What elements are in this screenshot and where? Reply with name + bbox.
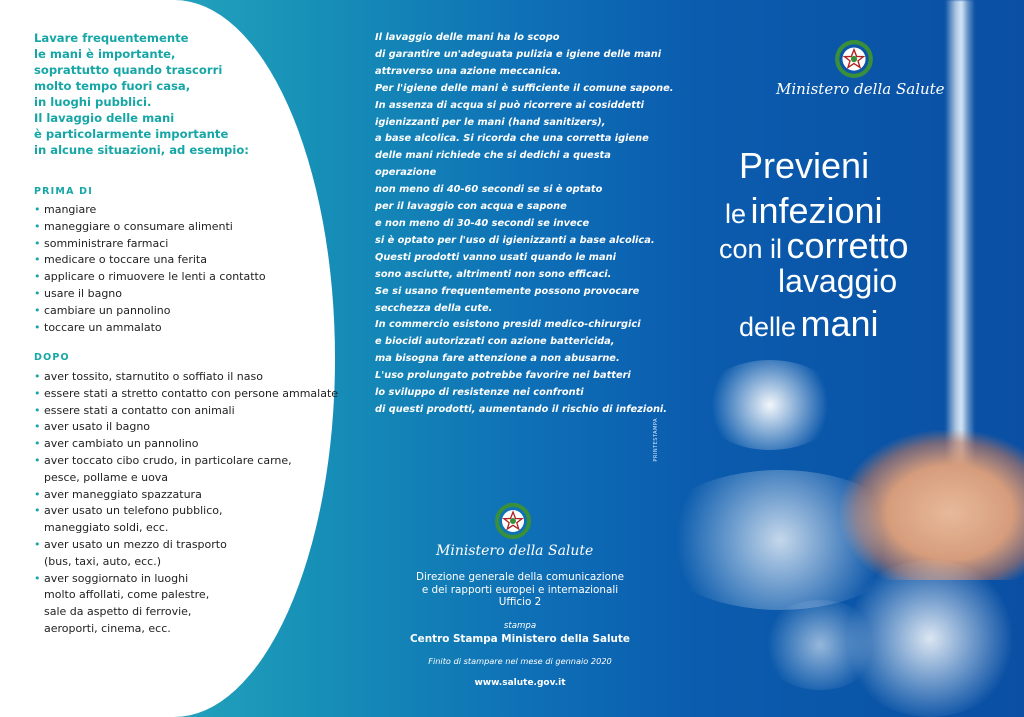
- prima-di-list-item: • toccare un ammalato: [34, 320, 266, 337]
- printer-mark: PRINTESTAMPA: [653, 418, 659, 462]
- prima-di-list-item: • cambiare un pannolino: [34, 303, 266, 320]
- title-line-3: [719, 225, 909, 267]
- dopo-list-item: • aver soggiornato in luoghi molto affollati, come palestre, sale da aspetto di ferrovie, aeroporti, cinema, ecc.: [34, 571, 338, 638]
- website-link[interactable]: www.salute.gov.it: [474, 678, 566, 688]
- dopo-list-item: • aver maneggiato spazzatura: [34, 487, 338, 504]
- title-word-mani: mani: [800, 303, 879, 344]
- dopo-list-item: • aver usato il bagno: [34, 419, 338, 436]
- print-date: Finito di stampare nel mese di gennaio 2020: [428, 656, 612, 666]
- dopo-list-item: • essere stati a contatto con animali: [34, 403, 338, 420]
- prima-di-list-item: • applicare o rimuovere le lenti a contatto: [34, 269, 266, 286]
- dopo-list-item: • aver tossito, starnutito o soffiato il naso: [34, 369, 338, 386]
- dopo-heading: DOPO: [34, 352, 70, 363]
- stampa-label: stampa: [503, 621, 537, 631]
- title-word-corretto: corretto: [786, 225, 909, 266]
- intro-text: Lavare frequentemente le mani è importante, soprattutto quando trascorri molto tempo fuori casa, in luoghi pubblici. Il lavaggio delle mani è particolarmente importante in alcune situazioni, ad esempio:: [34, 31, 249, 157]
- dopo-list-item: • aver usato un mezzo di trasporto (bus, taxi, auto, ecc.): [34, 537, 338, 571]
- italian-emblem-icon: [833, 37, 875, 79]
- water-splash: [700, 360, 840, 450]
- italian-emblem-icon: [493, 500, 533, 540]
- department-line-3: Ufficio 2: [498, 596, 542, 608]
- title-word-con-il: con il: [719, 234, 783, 264]
- prima-di-list-item: • medicare o toccare una ferita: [34, 252, 266, 269]
- title-line-4: lavaggio: [778, 263, 898, 299]
- department-line-2: e dei rapporti europei e internazionali: [421, 583, 619, 596]
- prima-di-list: [34, 202, 266, 336]
- prima-di-heading: PRIMA DI: [34, 186, 93, 197]
- ministry-name-cover: Ministero della Salute: [776, 80, 945, 98]
- ministry-name-middle: Ministero della Salute: [436, 543, 594, 559]
- water-splash: [760, 600, 880, 690]
- prima-di-list-item: • somministrare farmaci: [34, 236, 266, 253]
- hand-washing-info-text: Il lavaggio delle mani ha lo scopo di garantire un'adeguata pulizia e igiene delle mani attraverso una azione meccanica. Per l'igiene delle mani è sufficiente il comune sapone. In assenza di acqua si può ricorrere ai cosiddetti igienizzanti per le mani (hand sanitizers), a base alcolica. Si ricorda che una corretta igiene delle mani richiede che si dedichi a questa operazione non meno di 40-60 secondi se si è optato per il lavaggio con acqua e sapone e non meno di 30-40 secondi se invece si è optato per l'uso di igienizzanti a base alcolica. Questi prodotti vanno usati quando le mani sono asciutte, altrimenti non sono efficaci. Se si usano frequentemente possono provocare secchezza della cute. In commercio esistono presidi medico-chirurgici e biocidi autorizzati con azione battericida, ma bisogna fare attenzione a non abusarne. L'uso prolungato potrebbe favorire nei batteri lo sviluppo di resistenze nei confronti di questi prodotti, aumentando il rischio di infezioni.: [375, 32, 674, 415]
- prima-di-list-item: • maneggiare o consumare alimenti: [34, 219, 266, 236]
- title-line-5: [739, 303, 879, 345]
- prima-di-list-item: • usare il bagno: [34, 286, 266, 303]
- department-block: [380, 571, 660, 609]
- dopo-list: [34, 369, 338, 638]
- title-word-delle: delle: [739, 312, 797, 342]
- dopo-list-item: • aver usato un telefono pubblico, maneggiato soldi, ecc.: [34, 503, 338, 537]
- dopo-list-item: • essere stati a stretto contatto con persone ammalate: [34, 386, 338, 403]
- title-word-le: le: [725, 199, 747, 229]
- printer-name: Centro Stampa Ministero della Salute: [410, 633, 630, 645]
- department-line-1: Direzione generale della comunicazione: [416, 571, 624, 583]
- title-word-infezioni: infezioni: [750, 190, 883, 231]
- prima-di-list-item: • mangiare: [34, 202, 266, 219]
- dopo-list-item: • aver cambiato un pannolino: [34, 436, 338, 453]
- title-line-1: Previeni: [739, 145, 870, 186]
- dopo-list-item: • aver toccato cibo crudo, in particolare carne, pesce, pollame e uova: [34, 453, 338, 487]
